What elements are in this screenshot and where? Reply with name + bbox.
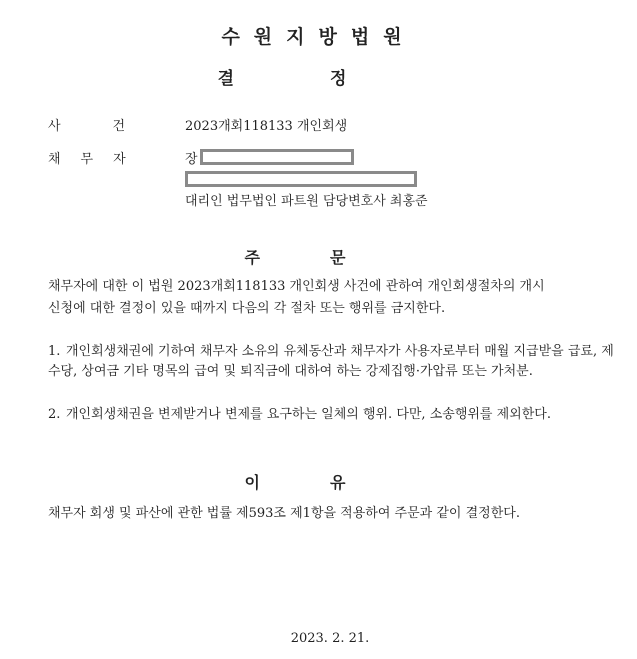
agent-line: 대리인 법무법인 파트원 담당변호사 최홍준 [185, 194, 428, 209]
case-label: 사건 [48, 119, 178, 134]
order-item [48, 342, 618, 382]
reason-heading: 이유 [244, 473, 416, 492]
order-intro-line1: 채무자에 대한 이 법원 2023개회118133 개인회생 사건에 관하여 개인회생절차의 개시 [48, 279, 545, 294]
court-name: 수원지방법원 [221, 26, 416, 48]
debtor-name: 장 [185, 152, 198, 167]
order-intro-line2: 신청에 대한 결정이 있을 때까지 다음의 각 절차 또는 행위를 금지한다. [48, 301, 446, 316]
order-item [48, 405, 618, 425]
item-text: 개인회생채권에 기하여 채무자 소유의 유체동산과 채무자가 사용자로부터 매월 지급받을 급료, 제수당, 상여금 기타 명목의 급여 및 퇴직금에 대하여 하는 강제집행·가압류 또는 가처분. [48, 344, 614, 379]
redaction-bar [185, 171, 417, 187]
reason-text: 채무자 회생 및 파산에 관한 법률 제593조 제1항을 적용하여 주문과 같이 결정한다. [48, 506, 520, 521]
case-number: 2023개회118133 개인회생 [185, 119, 348, 134]
debtor-label: 채무자 [48, 152, 146, 167]
item-text: 개인회생채권을 변제받거나 변제를 요구하는 일체의 행위. 다만, 소송행위를 제외한다. [66, 407, 551, 422]
redaction-bar [200, 149, 354, 165]
decision-date: 2023. 2. 21. [290, 631, 370, 646]
item-number: 1. [48, 344, 61, 359]
item-number: 2. [48, 407, 61, 422]
document-title: 결정 [217, 69, 443, 89]
order-heading: 주문 [244, 248, 416, 267]
